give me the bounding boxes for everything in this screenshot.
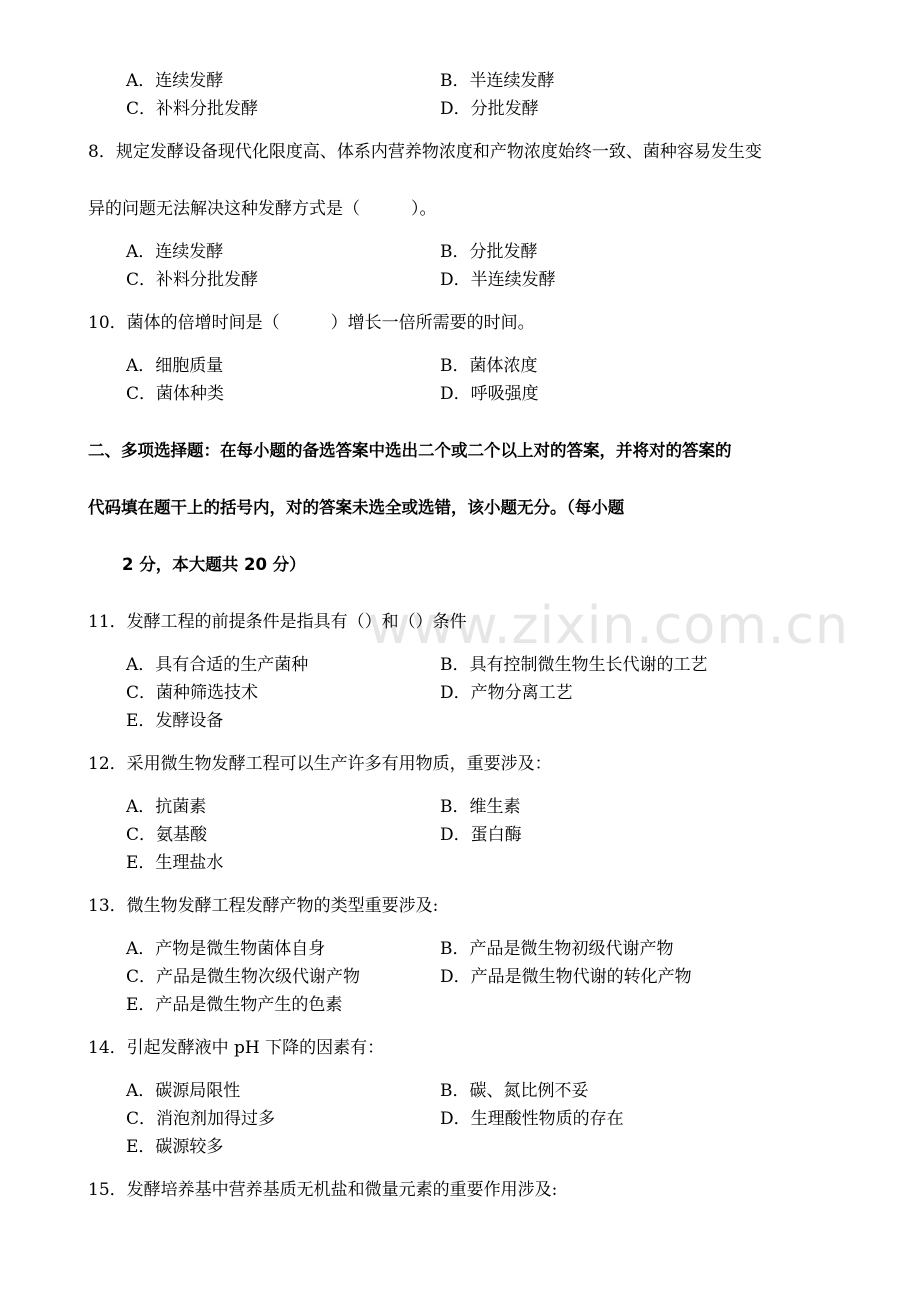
q7-option-c: C．补料分批发酵 [126,99,259,119]
section2-heading-line1: 二、多项选择题：在每小题的备选答案中选出二个或二个以上对的答案，并将对的答案的 [88,441,732,460]
section2-heading-line2: 代码填在题干上的括号内，对的答案未选全或选错，该小题无分。（每小题 [88,498,625,517]
q13-option-a: A．产物是微生物菌体自身 [126,939,326,959]
q12-option-b: B．维生素 [440,797,521,817]
q10-option-d: D．呼吸强度 [440,384,539,404]
q10-option-a: A．细胞质量 [126,356,224,376]
q11-stem: 11．发酵工程的前提条件是指具有（）和（）条件 [88,612,467,632]
q8-option-b: B．分批发酵 [440,242,538,262]
q7-option-a: A．连续发酵 [126,71,224,91]
watermark: www.zixin.com.cn [368,596,849,656]
q11-option-b: B．具有控制微生物生长代谢的工艺 [440,655,708,675]
q8-option-a: A．连续发酵 [126,242,224,262]
q14-option-c: C．消泡剂加得过多 [126,1109,276,1129]
q13-option-e: E．产品是微生物产生的色素 [126,995,343,1015]
q14-option-b: B．碳、氮比例不妥 [440,1081,589,1101]
q11-option-e: E．发酵设备 [126,711,224,731]
q13-option-c: C．产品是微生物次级代谢产物 [126,967,361,987]
q12-option-c: C．氨基酸 [126,825,208,845]
q10-stem: 10．菌体的倍增时间是（ ）增长一倍所需要的时间。 [88,313,535,333]
q12-option-e: E．生理盐水 [126,853,224,873]
section2-heading-line3: 2 分，本大题共 20 分） [122,555,306,574]
q13-stem: 13．微生物发酵工程发酵产物的类型重要涉及: [88,896,439,916]
q7-option-b: B．半连续发酵 [440,71,555,91]
q13-option-b: B．产品是微生物初级代谢产物 [440,939,674,959]
q14-option-e: E．碳源较多 [126,1137,224,1157]
q8-stem-line1: 8．规定发酵设备现代化限度高、体系内营养物浓度和产物浓度始终一致、菌种容易发生变 [88,142,762,162]
q11-option-a: A．具有合适的生产菌种 [126,655,309,675]
q14-option-a: A．碳源局限性 [126,1081,241,1101]
q15-stem: 15．发酵培养基中营养基质无机盐和微量元素的重要作用涉及: [88,1180,558,1200]
q12-option-d: D．蛋白酶 [440,825,522,845]
q12-option-a: A．抗菌素 [126,797,207,817]
q7-option-d: D．分批发酵 [440,99,539,119]
q14-option-d: D．生理酸性物质的存在 [440,1109,624,1129]
q11-option-d: D．产物分离工艺 [440,683,573,703]
q8-option-d: D．半连续发酵 [440,270,556,290]
q14-stem: 14．引起发酵液中 pH 下降的因素有： [88,1038,385,1058]
q11-option-c: C．菌种筛选技术 [126,683,259,703]
q10-option-c: C．菌体种类 [126,384,225,404]
q13-option-d: D．产品是微生物代谢的转化产物 [440,967,692,987]
q12-stem: 12．采用微生物发酵工程可以生产许多有用物质，重要涉及： [88,754,552,774]
q8-stem-line2: 异的问题无法解决这种发酵方式是（ ）。 [88,199,437,219]
q8-option-c: C．补料分批发酵 [126,270,259,290]
q10-option-b: B．菌体浓度 [440,356,538,376]
